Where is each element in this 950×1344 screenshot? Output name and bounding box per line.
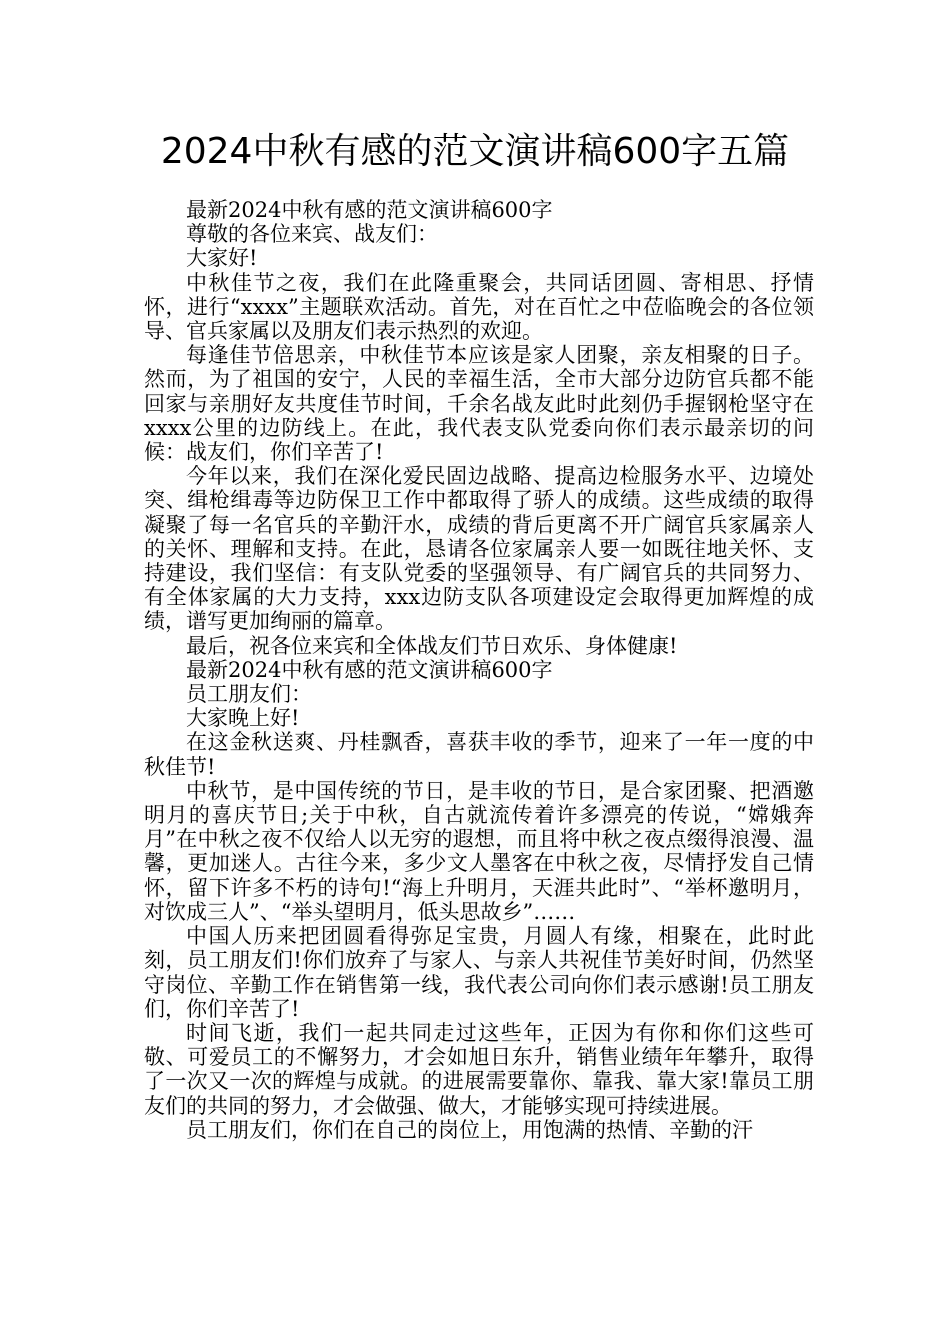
paragraph: 每逢佳节倍思亲，中秋佳节本应该是家人团聚，亲友相聚的日子。然而，为了祖国的安宁，人民的幸福生活，全市大部分边防官兵都不能回家与亲朋好友共度佳节时间，千余名战友此时此刻仍手握钢枪坚守在xxxx公里的边防线上。在此，我代表支队党委向你们表示最亲切的问候：战友们，你们辛苦了! [144, 343, 814, 465]
paragraph: 最新2024中秋有感的范文演讲稿600字 [186, 657, 553, 682]
paragraph: 最新2024中秋有感的范文演讲稿600字 [186, 198, 553, 222]
paragraph: 时间飞逝，我们一起共同走过这些年，正因为有你和你们这些可敬、可爱员工的不懈努力，才会如旭日东升，销售业绩年年攀升，取得了一次又一次的辉煌与成就。的进展需要靠你、靠我、靠大家!靠员工朋友们的共同的努力，才会做强、做大，才能够实现可持续进展。 [144, 1020, 814, 1118]
paragraph: 员工朋友们： [186, 682, 312, 707]
paragraph: 最后，祝各位来宾和全体战友们节日欢乐、身体健康! [186, 633, 678, 658]
paragraph: 今年以来，我们在深化爱民固边战略、提高边检服务水平、边境处突、缉枪缉毒等边防保卫工作中都取得了骄人的成绩。这些成绩的取得凝聚了每一名官兵的辛勤汗水，成绩的背后更离不开广阔官兵家属亲人的关怀、理解和支持。在此，恳请各位家属亲人要一如既往地关怀、支持建设，我们坚信：有支队党委的坚强领导、有广阔官兵的共同努力、有全体家属的大力支持，xxx边防支队各项建设定会取得更加辉煌的成绩，谱写更加绚丽的篇章。 [144, 464, 814, 634]
paragraph: 大家好! [186, 246, 258, 271]
paragraph: 大家晚上好! [186, 706, 300, 731]
document-title: 2024中秋有感的范文演讲稿600字五篇 [160, 131, 790, 172]
paragraph: 中国人历来把团圆看得弥足宝贵，月圆人有缘，相聚在，此时此刻，员工朋友们!你们放弃了与家人、与亲人共祝佳节美好时间，仍然坚守岗位、辛勤工作在销售第一线，我代表公司向你们表示感谢!员工朋友们，你们辛苦了! [144, 924, 814, 1021]
document-body [144, 198, 814, 1142]
paragraph: 中秋佳节之夜，我们在此隆重聚会，共同话团圆、寄相思、抒情怀，进行“xxxx”主题联欢活动。首先，对在百忙之中莅临晚会的各位领导、官兵家属以及朋友们表示热烈的欢迎。 [144, 270, 814, 344]
paragraph: 在这金秋送爽、丹桂飘香，喜获丰收的季节，迎来了一年一度的中秋佳节! [144, 730, 814, 779]
paragraph: 员工朋友们，你们在自己的岗位上，用饱满的热情、辛勤的汗 [186, 1117, 753, 1142]
paragraph: 尊敬的各位来宾、战友们： [186, 222, 438, 247]
paragraph: 中秋节，是中国传统的节日，是丰收的节日，是合家团聚、把酒邀明月的喜庆节日;关于中秋，自古就流传着许多漂亮的传说，“嫦娥奔月”在中秋之夜不仅给人以无穷的遐想，而且将中秋之夜点缀得浪漫、温馨，更加迷人。古往今来，多少文人墨客在中秋之夜，尽情抒发自己情怀，留下许多不朽的诗句!“海上升明月，天涯共此时”、“举杯邀明月，对饮成三人”、“举头望明月，低头思故乡”…… [144, 778, 814, 924]
